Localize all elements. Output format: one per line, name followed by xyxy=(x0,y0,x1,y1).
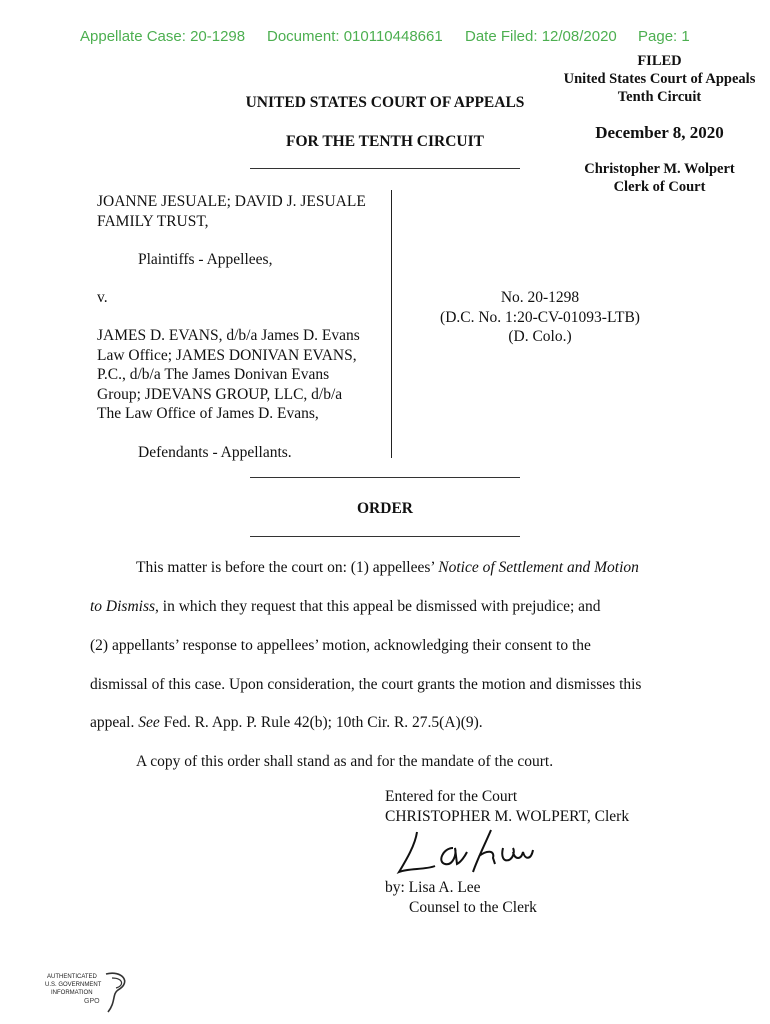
divider xyxy=(250,477,520,478)
case-numbers xyxy=(410,288,670,347)
filed-block xyxy=(552,52,767,196)
versus: v. xyxy=(97,289,108,306)
defendants-line: P.C., d/b/a The James Donivan Evans xyxy=(97,366,330,383)
mandate-sentence: A copy of this order shall stand as and for the mandate of the court. xyxy=(136,753,554,770)
case-number: No. 20-1298 xyxy=(500,289,580,306)
filed-label: FILED xyxy=(637,53,682,69)
stamp-page: Page: 1 xyxy=(638,28,690,45)
divider xyxy=(250,168,520,169)
stamp-date-filed: Date Filed: 12/08/2020 xyxy=(465,28,617,45)
defendants-line: Law Office; JAMES DONIVAN EVANS, xyxy=(97,346,357,364)
order-title: ORDER xyxy=(357,500,413,517)
plaintiffs-line: JOANNE JESUALE; DAVID J. JESUALE xyxy=(97,193,366,210)
order-paragraph-line: This matter is before the court on: (1) appellees’ Notice of Settlement and Motion xyxy=(136,559,639,576)
defendants-names xyxy=(97,326,360,424)
clerk-name: CHRISTOPHER M. WOLPERT, Clerk xyxy=(385,807,630,825)
filed-court: United States Court of Appeals xyxy=(563,71,756,87)
entered-for-court: Entered for the Court xyxy=(385,788,518,805)
plaintiffs-line: FAMILY TRUST, xyxy=(97,212,209,230)
district-case-number: (D.C. No. 1:20-CV-01093-LTB) xyxy=(440,308,640,326)
plaintiffs-role: Plaintiffs - Appellees, xyxy=(138,251,273,268)
filed-clerk-title: Clerk of Court xyxy=(613,179,706,195)
by-line: by: Lisa A. Lee xyxy=(385,879,481,896)
divider xyxy=(250,536,520,537)
order-paragraph-line: to Dismiss, in which they request that this appeal be dismissed with prejudice; and xyxy=(90,598,601,615)
plaintiffs-names xyxy=(97,192,366,231)
filed-circuit: Tenth Circuit xyxy=(617,89,702,105)
stamp-document: Document: 010110448661 xyxy=(267,28,443,45)
filed-date: December 8, 2020 xyxy=(595,123,724,142)
svg-text:U.S. GOVERNMENT: U.S. GOVERNMENT xyxy=(45,982,102,988)
handwritten-signature xyxy=(395,826,545,878)
order-paragraph-line: dismissal of this case. Upon consideration, the court grants the motion and dismisses this xyxy=(90,676,642,693)
court-title: UNITED STATES COURT OF APPEALS xyxy=(245,94,525,111)
order-paragraph-line: appeal. See Fed. R. App. P. Rule 42(b); 10th Cir. R. 27.5(A)(9). xyxy=(90,714,483,731)
stamp-case: Appellate Case: 20-1298 xyxy=(80,28,246,45)
defendants-line: JAMES D. EVANS, d/b/a James D. Evans xyxy=(97,327,360,344)
svg-text:AUTHENTICATED: AUTHENTICATED xyxy=(47,974,97,980)
district: (D. Colo.) xyxy=(508,328,572,345)
by-role: Counsel to the Clerk xyxy=(409,899,537,916)
defendants-role: Defendants - Appellants. xyxy=(138,444,292,461)
court-subtitle: FOR THE TENTH CIRCUIT xyxy=(286,133,484,150)
caption-divider xyxy=(391,190,392,458)
defendants-line: The Law Office of James D. Evans, xyxy=(97,405,319,422)
defendants-line: Group; JDEVANS GROUP, LLC, d/b/a xyxy=(97,385,343,403)
filed-clerk-name: Christopher M. Wolpert xyxy=(584,161,735,177)
order-paragraph-line: (2) appellants’ response to appellees’ motion, acknowledging their consent to the xyxy=(90,637,591,654)
svg-text:GPO: GPO xyxy=(84,998,100,1005)
svg-text:INFORMATION: INFORMATION xyxy=(51,990,93,996)
entered-block xyxy=(385,787,629,826)
gpo-authentication-logo xyxy=(42,968,132,1018)
